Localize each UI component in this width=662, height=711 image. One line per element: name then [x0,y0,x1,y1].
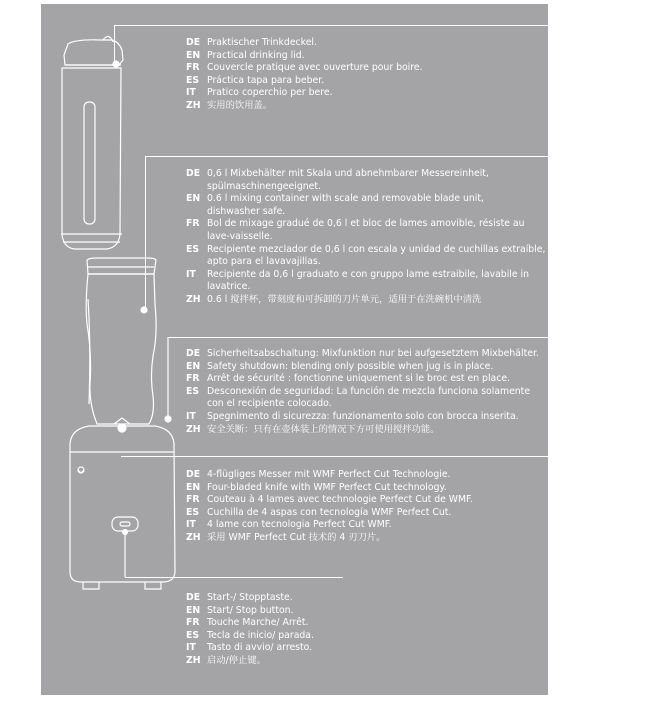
lang-code: ES [186,506,200,518]
lang-row-de [186,469,473,482]
lang-code: ES [186,74,200,86]
text-line: Cuchilla de 4 aspas con tecnología WMF Perfect Cut. [207,506,452,518]
lang-row-en [186,50,423,63]
text-line: Práctica tapa para beber. [207,74,325,86]
text-line: Start/ Stop button. [207,604,294,616]
lang-row-it [186,269,545,294]
lang-code: IT [186,87,196,99]
lang-text [207,642,312,655]
lang-code: DE [186,37,201,48]
lang-row-es [186,386,539,411]
text-line: Spegnimento di sicurezza: funzionamento solo con brocca inserita. [207,410,519,422]
lang-row-zh [186,100,423,113]
lang-text [207,193,484,218]
text-line: dishwasher safe. [207,205,286,217]
text-line: Four-bladed knife with WMF Perfect Cut technology. [207,481,447,493]
lang-text [207,75,324,88]
lang-row-es [186,630,314,643]
lang-row-en [186,605,314,618]
lang-text [207,469,451,482]
lang-code: ZH [186,654,201,666]
lang-row-fr [186,617,314,630]
lang-code: ZH [186,531,201,543]
text-line: 实用的饮用盖。 [207,99,273,111]
lang-row-zh [186,424,539,437]
text-line: 0.6 l mixing container with scale and removable blade unit, [207,193,484,205]
lang-code: ZH [186,99,201,111]
text-line: 0,6 l Mixbehälter mit Skala und abnehmbarer Messereinheit, [207,168,489,179]
text-line: Couteau à 4 lames avec technologie Perfect Cut de WMF. [207,494,473,506]
lang-text [207,532,385,545]
lang-text [207,100,272,113]
section-button [186,592,314,668]
lang-code: DE [186,469,201,480]
text-line: 安全关断：只有在壶体装上的情况下方可使用搅拌功能。 [207,423,440,435]
text-line: 采用 WMF Perfect Cut 技术的 4 刃刀片。 [207,531,386,543]
lang-text [207,373,510,386]
text-line: 4 lame con tecnologia Perfect Cut WMF. [207,519,392,531]
text-line: Praktischer Trinkdeckel. [207,37,317,48]
lang-text [207,655,266,668]
lang-text [207,386,530,411]
lang-code: ZH [186,293,201,305]
lang-row-zh [186,655,314,668]
lang-text [207,50,305,63]
manual-panel [41,4,548,695]
lang-row-es [186,507,473,520]
lang-text [207,519,392,532]
lang-text [207,37,317,50]
text-line: Bol de mixage gradué de 0,6 l et bloc de lames amovible, résiste au [207,218,525,230]
lang-text [207,244,545,269]
lang-text [207,411,519,424]
lang-row-it [186,642,314,655]
lang-code: ES [186,629,200,641]
lang-text [207,62,423,75]
text-line: spülmaschinengeeignet. [207,180,321,192]
text-line: Arrêt de sécurité : fonctionne uniquement si le broc est en place. [207,373,511,385]
lang-code: EN [186,481,201,493]
text-line: Desconexión de seguridad: La función de mezcla funciona solamente [207,385,531,397]
lang-row-fr [186,494,473,507]
text-line: Tecla de inicio/ parada. [207,629,314,641]
text-line: Touche Marche/ Arrêt. [207,617,309,629]
lang-code: EN [186,193,201,205]
lang-row-es [186,244,545,269]
lang-text [207,218,525,243]
lang-row-es [186,75,423,88]
text-line: 4-flügliges Messer mit WMF Perfect Cut Technologie. [207,469,451,480]
lang-row-fr [186,218,545,243]
lang-text [207,294,481,307]
lang-row-en [186,482,473,495]
lang-code: EN [186,49,201,61]
text-line: Recipiente da 0,6 l graduato e con gruppo lame estraibile, lavabile in [207,268,530,280]
lang-row-de [186,37,423,50]
lang-row-fr [186,62,423,75]
lang-row-de [186,348,539,361]
text-line: 启动/停止键。 [207,654,266,666]
lang-row-it [186,87,423,100]
lang-code: DE [186,592,201,603]
lang-code: FR [186,617,200,629]
lang-code: FR [186,62,200,74]
lang-row-it [186,519,473,532]
text-line: Recipiente mezclador de 0,6 l con escala y unidad de cuchillas extraíble, [207,243,546,255]
text-line: apto para el lavavajillas. [207,256,321,268]
section-container [186,168,545,307]
lang-text [207,168,489,193]
lang-code: EN [186,604,201,616]
text-line: Safety shutdown: blending only possible when jug is in place. [207,360,494,372]
lang-code: FR [186,373,200,385]
lang-text [207,361,493,374]
lang-text [207,630,314,643]
lang-row-zh [186,294,545,307]
lang-text [207,617,308,630]
lang-code: FR [186,218,200,230]
text-line: 0.6 l 搅拌杯，带刻度和可拆卸的刀片单元，适用于在洗碗机中清洗 [207,293,482,305]
text-line: Tasto di avvio/ arresto. [207,642,313,654]
lang-text [207,87,333,100]
lang-code: DE [186,348,201,359]
text-line: Pratico coperchio per bere. [207,87,333,99]
lang-code: ES [186,243,200,255]
lang-text [207,348,539,361]
lang-code: IT [186,268,196,280]
lang-row-de [186,592,314,605]
lang-code: FR [186,494,200,506]
text-line: lavatrice. [207,281,251,293]
lang-row-en [186,193,545,218]
text-line: Couvercle pratique avec ouverture pour boire. [207,62,423,74]
lang-code: ZH [186,423,201,435]
text-line: lave-vaisselle. [207,230,273,242]
lang-text [207,269,529,294]
lang-code: EN [186,360,201,372]
lang-code: ES [186,385,200,397]
lang-text [207,507,451,520]
lang-code: IT [186,410,196,422]
text-line: con el recipiente colocado. [207,398,332,410]
lang-row-it [186,411,539,424]
lang-text [207,605,294,618]
text-line: Start-/ Stopptaste. [207,592,293,603]
lang-code: IT [186,519,196,531]
lang-row-zh [186,532,473,545]
wmf-logo-icon [78,467,84,473]
lang-code: DE [186,168,201,179]
lang-text [207,482,447,495]
lang-row-fr [186,373,539,386]
text-line: Sicherheitsabschaltung: Mixfunktion nur bei aufgesetztem Mixbehälter. [207,348,539,359]
section-safety [186,348,539,436]
text-line: Practical drinking lid. [207,49,305,61]
lang-row-de [186,168,545,193]
section-blade [186,469,473,545]
lang-code: IT [186,642,196,654]
section-lid [186,37,423,113]
lang-text [207,592,293,605]
lang-text [207,424,439,437]
lang-text [207,494,473,507]
lang-row-en [186,361,539,374]
